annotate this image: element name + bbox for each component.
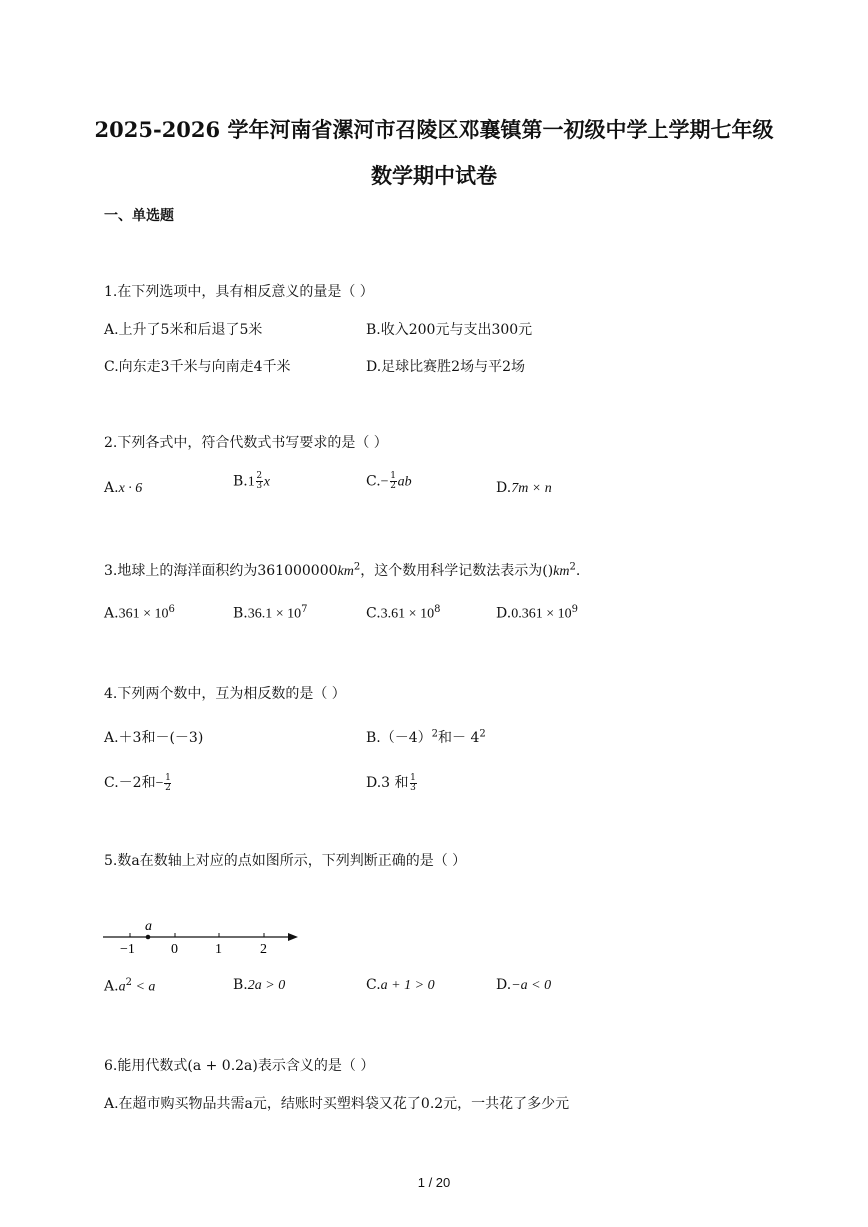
unit: km [553,564,570,579]
option-base: 0.361 × 10 [511,606,572,622]
fraction-denominator: 3 [410,782,416,793]
minus-sign: − [155,776,164,791]
question-5-option-d [496,977,551,994]
section-heading: 一、单选题 [104,208,174,224]
number-line-arrow-icon [288,933,298,941]
question-3-option-d [496,604,578,623]
option-label: A. [104,605,119,622]
option-label: B. [233,605,248,622]
question-2-option-b [233,472,270,491]
question-2-option-c [366,472,412,491]
fraction [256,472,263,491]
stem-text: . [575,563,581,579]
minus-sign: − [380,474,389,490]
question-6-stem: 6.能用代数式(a + 0.2a)表示含义的是（ ） [104,1058,375,1074]
question-5-option-a [104,977,155,996]
fraction [390,472,397,491]
question-4-option-d [366,772,418,793]
question-4-option-c [104,772,172,793]
option-expression: −a < 0 [511,978,552,993]
variable: ab [397,474,412,490]
option-base: 3.61 × 10 [380,606,435,622]
exponent: 2 [353,561,361,573]
fraction-numerator: 1 [165,772,171,783]
fraction-denominator: 3 [256,481,263,491]
exponent: 8 [434,604,441,615]
question-1-stem: 1.在下列选项中，具有相反意义的量是（ ） [104,284,374,300]
option-base: 361 × 10 [118,606,169,622]
document-title-line2: 数学期中试卷 [371,163,497,188]
unit: km [337,564,354,579]
stem-text: ，这个数用科学记数法表示为() [360,563,554,579]
option-label: D. [496,605,512,622]
exponent: 2 [569,561,576,573]
tick-label: 0 [171,942,178,957]
question-5-stem: 5.数a在数轴上对应的点如图所示，下列判断正确的是（ ） [104,853,467,869]
question-3-option-a [104,604,175,623]
exponent: 7 [301,604,308,615]
fraction [410,774,417,793]
fraction [164,774,171,793]
question-1-option-c: C.向东走3千米与向南走4千米 [104,359,291,375]
fraction-numerator: 1 [390,471,396,481]
option-a-expression: x · 6 [118,481,143,496]
tick-label: −1 [120,942,135,957]
fraction-denominator: 2 [390,481,396,491]
question-3-option-c [366,604,440,623]
question-1-option-b: B.收入200元与支出300元 [366,322,533,338]
exponent: 2 [431,728,439,740]
page-number: 1 / 20 [417,1175,451,1190]
question-2-option-a [104,480,142,497]
question-6-option-a: A.在超市购买物品共需a元，结账时买塑料袋又花了0.2元，一共花了多少元 [104,1096,570,1112]
option-c-label: C. [366,473,381,490]
question-2-stem: 2.下列各式中，符合代数式书写要求的是（ ） [104,435,388,451]
mixed-number-integer: 1 [247,474,255,490]
question-5-option-c [366,977,435,994]
option-label: D. [496,977,512,993]
option-text: B.（－4） [366,730,432,746]
exponent: 2 [125,977,132,988]
option-text: C.－2和 [104,775,156,791]
option-b-label: B. [233,473,248,490]
option-label: C. [366,977,381,993]
number-line-figure [100,915,305,960]
option-text: D.3 和 [366,775,409,791]
option-label: B. [233,977,248,993]
variable: a [118,979,126,995]
fraction-denominator: 2 [165,782,171,793]
question-5-option-b [233,977,285,994]
question-2-option-d [496,480,552,497]
fraction-numerator: 1 [410,772,416,783]
tick-label: 1 [215,942,222,957]
question-3-option-b [233,604,308,623]
question-4-option-a: A.＋3和－(－3) [104,730,204,746]
option-base: 36.1 × 10 [247,606,302,622]
variable: x [263,474,270,490]
document-title-line1: 2025-2026 学年河南省漯河市召陵区邓襄镇第一初级中学上学期七年级 [94,117,774,142]
exponent: 6 [168,604,175,615]
point-a-label: a [145,919,152,934]
option-expression: a + 1 > 0 [380,978,435,993]
stem-text: 3.地球上的海洋面积约为361000000 [104,563,338,579]
option-d-expression: 7m × n [511,481,552,496]
option-a-label: A. [104,480,119,496]
question-1-option-a: A.上升了5米和后退了5米 [104,322,263,338]
point-a-marker [146,935,151,940]
option-label: A. [104,978,119,995]
exponent: 2 [479,728,486,740]
question-4-option-b [366,727,486,747]
option-text: 和－ 4 [438,730,480,746]
question-4-stem: 4.下列两个数中，互为相反数的是（ ） [104,686,346,702]
question-3-stem [104,560,580,580]
option-d-label: D. [496,480,512,496]
question-1-option-d: D.足球比赛胜2场与平2场 [366,359,525,375]
tick-label: 2 [260,942,267,957]
fraction-numerator: 2 [256,471,263,481]
inequality-rest: < a [131,979,156,995]
exponent: 9 [571,604,578,615]
option-label: C. [366,605,381,622]
option-expression: 2a > 0 [247,978,286,993]
